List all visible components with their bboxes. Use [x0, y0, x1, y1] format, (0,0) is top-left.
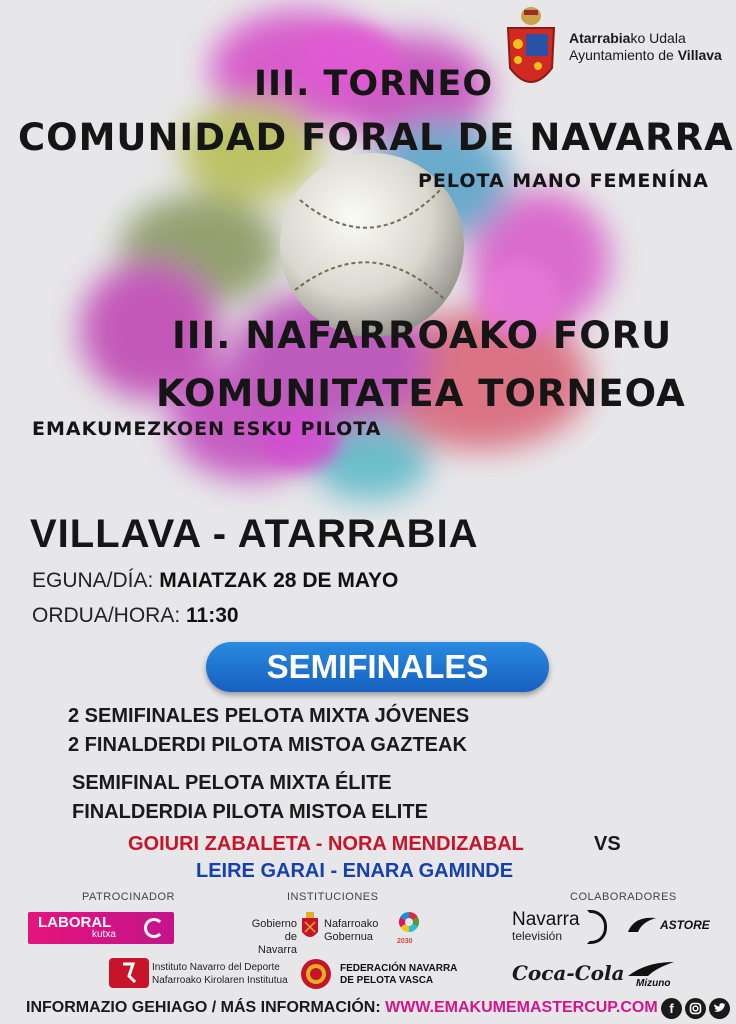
- footer-url[interactable]: WWW.EMAKUMEMASTERCUP.COM: [385, 999, 658, 1016]
- facebook-icon[interactable]: f: [661, 998, 682, 1019]
- agenda-2030-icon: [393, 908, 425, 940]
- title-eu-line2: KOMUNITATEA TORNEOA: [156, 372, 686, 415]
- mizuno-text: Mizuno: [636, 978, 671, 989]
- title-eu-line1: III. NAFARROAKO FORU: [172, 314, 673, 357]
- municipality-name: Atarrabiako Udala Ayuntamiento de Villava: [569, 30, 722, 63]
- footer-info: INFORMAZIO GEHIAGO / MÁS INFORMACIÓN: WWW.EMAKUMEMASTERCUP.COM: [26, 999, 658, 1016]
- cocacola-logo: Coca-Cola: [512, 961, 625, 985]
- event-city: VILLAVA - ATARRABIA: [30, 512, 479, 556]
- event-date: EGUNA/DÍA: MAIATZAK 28 DE MAYO: [32, 569, 399, 592]
- federacion-text: FEDERACIÓN NAVARRA DE PELOTA VASCA: [340, 963, 458, 986]
- mizuno-runbird-icon: [626, 960, 676, 978]
- title-eu-subtitle: EMAKUMEZKOEN ESKU PILOTA: [32, 418, 382, 440]
- instagram-icon[interactable]: [685, 998, 706, 1019]
- villava-coat-of-arms-icon: [502, 4, 560, 96]
- semifinal-line-4: FINALDERDIA PILOTA MISTOA ELITE: [72, 801, 428, 823]
- label-patrocinador: PATROCINADOR: [82, 891, 175, 903]
- navarra-shield-icon: [300, 912, 320, 942]
- semifinal-line-2: 2 FINALDERDI PILOTA MISTOA GAZTEAK: [68, 734, 467, 756]
- astore-logo-icon: [626, 914, 658, 934]
- ind-text: Instituto Navarro del Deporte Nafarroako Kirolaren Institutua: [152, 962, 288, 986]
- team-1: GOIURI ZABALETA - NORA MENDIZABAL: [128, 833, 524, 855]
- semifinal-line-3: SEMIFINAL PELOTA MIXTA ÉLITE: [72, 772, 392, 794]
- navarra-tv-sub: televisión: [512, 929, 563, 943]
- team-2: LEIRE GARAI - ENARA GAMINDE: [196, 860, 514, 882]
- title-es-line2: COMUNIDAD FORAL DE NAVARRA: [18, 116, 734, 159]
- gobierno-navarra-es: Gobierno de Navarra: [251, 918, 297, 956]
- title-es-subtitle: PELOTA MANO FEMENÍNA: [418, 170, 709, 192]
- astore-text: ASTORE: [660, 918, 710, 932]
- vs-label: VS: [594, 833, 621, 855]
- event-time: ORDUA/HORA: 11:30: [32, 604, 239, 627]
- navarra-tv-name: Navarra: [512, 909, 580, 930]
- gobierno-navarra-eu: Nafarroako Gobernua: [324, 918, 379, 943]
- label-colaboradores: COLABORADORES: [570, 891, 677, 903]
- laboral-kutxa-logo: LABORAL kutxa: [28, 912, 174, 944]
- semifinales-badge: SEMIFINALES: [206, 642, 549, 692]
- navarra-tv-arc-icon: [587, 910, 607, 944]
- twitter-icon[interactable]: [709, 998, 730, 1019]
- ind-logo-icon: [109, 958, 149, 988]
- label-instituciones: INSTITUCIONES: [287, 891, 379, 903]
- laboral-symbol-icon: [144, 918, 164, 938]
- title-es-line1: III. TORNEO: [254, 64, 494, 104]
- federacion-pelota-logo-icon: [300, 958, 332, 990]
- agenda-2030-text: 2030: [397, 938, 413, 945]
- semifinal-line-1: 2 SEMIFINALES PELOTA MIXTA JÓVENES: [68, 705, 470, 727]
